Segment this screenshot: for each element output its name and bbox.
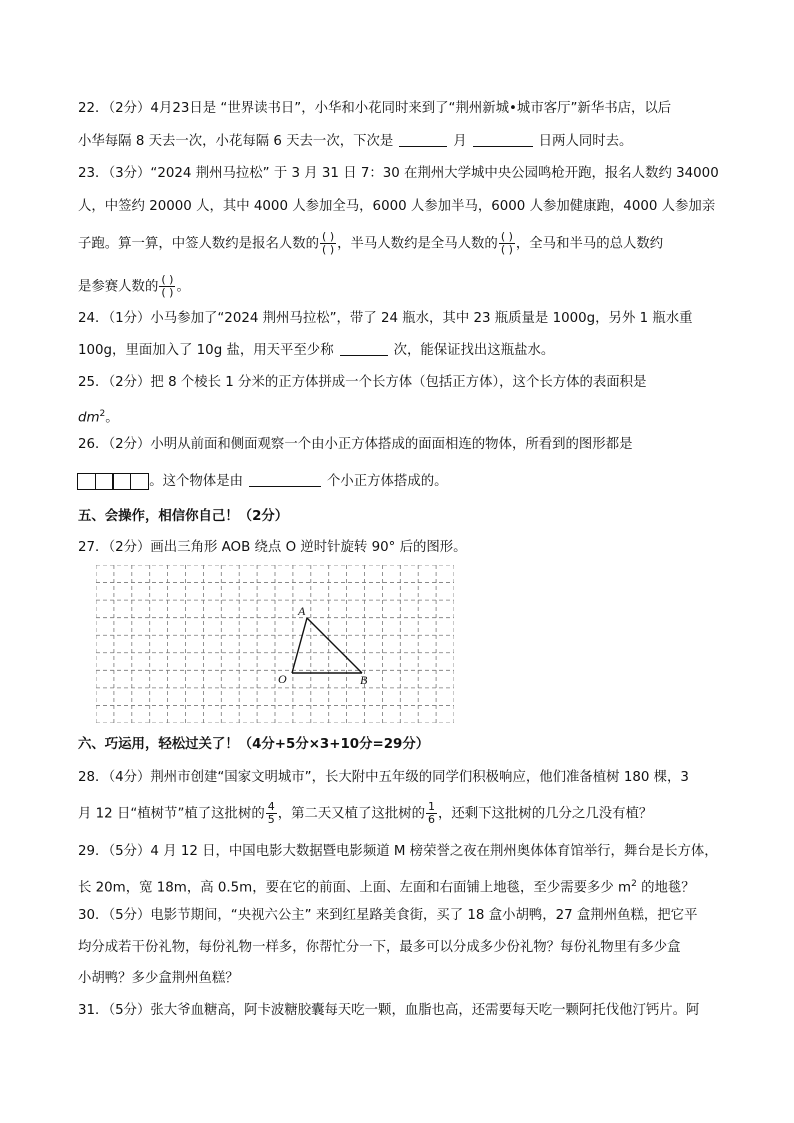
grid-svg	[96, 565, 454, 723]
q26-line1: 26．（2分）小明从前面和侧面观察一个由小正方体搭成的面面相连的物体，所看到的图形都是	[78, 437, 633, 452]
q26-line2	[78, 472, 448, 492]
q22-line2	[78, 132, 632, 152]
q22-line1: 22．（2分）4月23日是 “世界读书日”，小华和小花同时来到了“荆州新城•城市客厅”新华书店，以后	[78, 101, 672, 116]
q27-line1: 27．（2分）画出三角形 AOB 绕点 O 逆时针旋转 90° 后的图形。	[78, 540, 467, 555]
q23-line2: 人，中签约 20000 人，其中 4000 人参加全马，6000 人参加半马，6000 人参加健康跑，4000 人参加亲	[78, 199, 716, 214]
q29-line1: 29．（5分）4 月 12 日，中国电影大数据暨电影频道 M 榜荣誉之夜在荆州奥体体育馆举行，舞台是长方体，	[78, 844, 718, 859]
q24-text-b: 次，能保证找出这瓶盐水。	[393, 343, 555, 358]
q28-text-c: ，还剩下这批树的几分之几没有植？	[438, 806, 653, 822]
q25-unit-exponent: 2	[99, 409, 106, 419]
q23-line4	[78, 274, 190, 299]
q29-text-a: 长 20m，宽 18m，高 0.5m，要在它的前面、上面、左面和右面铺上地毯，至少需要多少 m	[78, 880, 632, 896]
q23-text-c: ，全马和半马的总人数约	[515, 236, 664, 252]
q29-text-b: 的地毯？	[636, 880, 695, 896]
q29-line2	[78, 874, 695, 898]
q23-fraction-blank-2[interactable]: $\frac{( )}{( )}$	[500, 230, 513, 256]
q23-fraction-blank-3[interactable]: $\frac{( )}{( )}$	[161, 273, 174, 299]
q26-text-b: 个小正方体搭成的。	[326, 474, 448, 489]
q29-exponent: 2	[631, 879, 637, 889]
q22-text-a: 小华每隔 8 天去一次，小花每隔 6 天去一次，下次是	[78, 134, 394, 149]
q23-text-a: 子跑。算一算，中签人数约是报名人数的	[78, 236, 320, 252]
q23-text-b: ，半马人数约是全马人数的	[337, 236, 498, 252]
q28-text-a: 月 12 日“植树节”植了这批树的	[78, 806, 265, 822]
q22-day-blank[interactable]	[473, 132, 533, 147]
q26-text-a: 。这个物体是由	[149, 474, 243, 489]
segment-AB	[307, 618, 362, 673]
label-O: O	[278, 672, 287, 686]
q22-text-c: 日两人同时去。	[538, 134, 633, 149]
segment-OA	[292, 618, 307, 673]
q26-answer-blank[interactable]	[249, 472, 321, 487]
q28-line2	[78, 801, 652, 826]
four-squares-figure	[78, 473, 149, 490]
q28-line1: 28．（4分）荆州市创建“国家文明城市”，长大附中五年级的同学们积极响应，他们准备植树 180 棵，3	[78, 770, 689, 785]
q30-line3: 小胡鸭？多少盒荆州鱼糕？	[78, 971, 239, 986]
q24-answer-blank[interactable]	[340, 341, 388, 356]
q25-line1: 25．（2分）把 8 个棱长 1 分米的正方体拼成一个长方体（包括正方体），这个长方体的表面积是	[78, 375, 647, 390]
q25-line2	[78, 404, 119, 428]
rotation-grid[interactable]	[96, 565, 454, 723]
q23-fraction-blank-1[interactable]: $\frac{( )}{( )}$	[322, 230, 335, 256]
q25-unit: dm	[78, 410, 100, 426]
q24-line2	[78, 341, 554, 361]
q22-month-blank[interactable]	[399, 132, 447, 147]
q23-line3	[78, 231, 663, 256]
section-6-heading: 六、巧运用，轻松过关了！（4分+5分×3+10分=29分）	[78, 737, 430, 752]
q28-text-b: ，第二天又植了这批树的	[277, 806, 426, 822]
fraction-4-5: $\frac{4}{5}$	[267, 800, 275, 826]
q31-line1: 31．（5分）张大爷血糖高，阿卡波糖胶囊每天吃一颗，血脂也高，还需要每天吃一颗阿托伐他汀钙片。阿	[78, 1003, 700, 1018]
q25-period: 。	[105, 410, 119, 426]
q22-text-b: 月	[453, 134, 467, 149]
q23-text-e: 。	[176, 279, 190, 295]
fraction-1-6: $\frac{1}{6}$	[428, 800, 436, 826]
section-5-heading: 五、会操作，相信你自己！（2分）	[78, 509, 289, 524]
q24-line1: 24．（1分）小马参加了“2024 荆州马拉松”，带了 24 瓶水，其中 23 瓶质量是 1000g，另外 1 瓶水重	[78, 311, 693, 326]
q23-line1: 23．（3分）“2024 荆州马拉松” 于 3 月 31 日 7：30 在荆州大学城中央公园鸣枪开跑，报名人数约 34000	[78, 166, 719, 181]
q24-text-a: 100g，里面加入了 10g 盐，用天平至少称	[78, 343, 334, 358]
q30-line1: 30．（5分）电影节期间，“央视六公主” 来到红星路美食街，买了 18 盒小胡鸭，27 盒荆州鱼糕，把它平	[78, 908, 698, 923]
q23-text-d: 是参赛人数的	[78, 279, 159, 295]
q30-line2: 均分成若干份礼物，每份礼物一样多，你帮忙分一下，最多可以分成多少份礼物？每份礼物里有多少盒	[78, 940, 681, 955]
label-B: B	[360, 673, 368, 687]
label-A: A	[298, 604, 306, 618]
